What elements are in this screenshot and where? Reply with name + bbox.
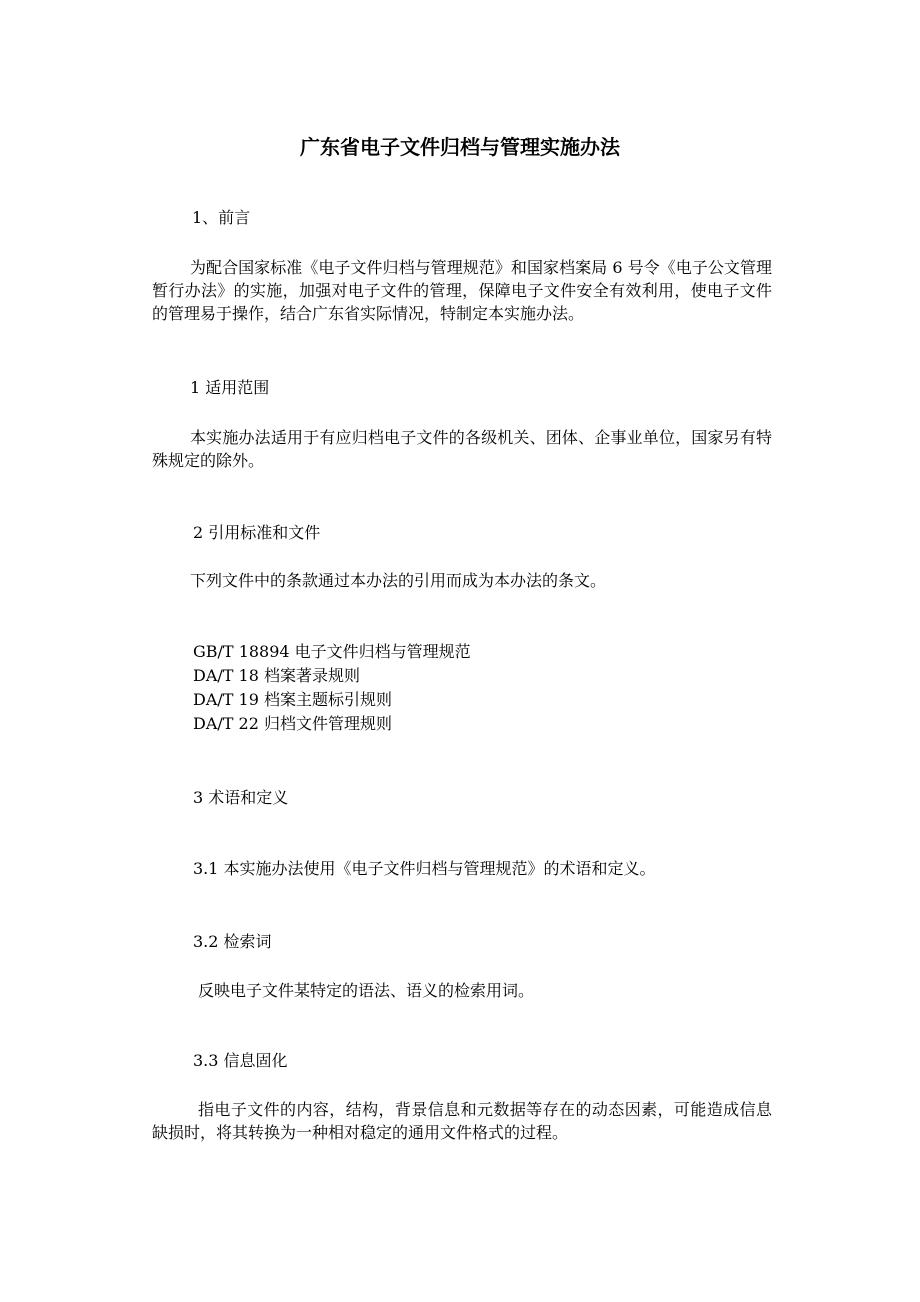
document-title: 广东省电子文件归档与管理实施办法 [300, 135, 620, 159]
terms-heading: 3 术语和定义 [193, 788, 289, 807]
reference-item: DA/T 18 档案著录规则 [193, 666, 360, 685]
reference-item: DA/T 19 档案主题标引规则 [193, 690, 392, 709]
term-3-2-definition: 反映电子文件某特定的语法、语义的检索用词。 [198, 981, 535, 1000]
term-3-3-definition: 指电子文件的内容，结构，背景信息和元数据等存在的动态因素，可能造成信息缺损时，将其转换为一种相对稳定的通用文件格式的过程。 [152, 1100, 772, 1142]
preface-paragraph: 为配合国家标准《电子文件归档与管理规范》和国家档案局 6 号令《电子公文管理暂行办法》的实施，加强对电子文件的管理，保障电子文件安全有效利用，使电子文件的管理易于操作，结合广东省实际情况，特制定本实施办法。 [152, 258, 772, 323]
scope-heading: 1 适用范围 [190, 378, 270, 397]
reference-item: GB/T 18894 电子文件归档与管理规范 [193, 642, 471, 661]
preface-heading: 1、前言 [192, 208, 251, 227]
references-intro: 下列文件中的条款通过本办法的引用而成为本办法的条文。 [190, 571, 607, 590]
reference-item: DA/T 22 归档文件管理规则 [193, 714, 392, 733]
scope-paragraph: 本实施办法适用于有应归档电子文件的各级机关、团体、企事业单位，国家另有特殊规定的除外。 [152, 428, 772, 470]
term-3-2-heading: 3.2 检索词 [193, 932, 272, 951]
term-3-3-heading: 3.3 信息固化 [193, 1051, 288, 1070]
term-3-1: 3.1 本实施办法使用《电子文件归档与管理规范》的术语和定义。 [193, 859, 656, 878]
references-heading: 2 引用标准和文件 [193, 523, 321, 542]
